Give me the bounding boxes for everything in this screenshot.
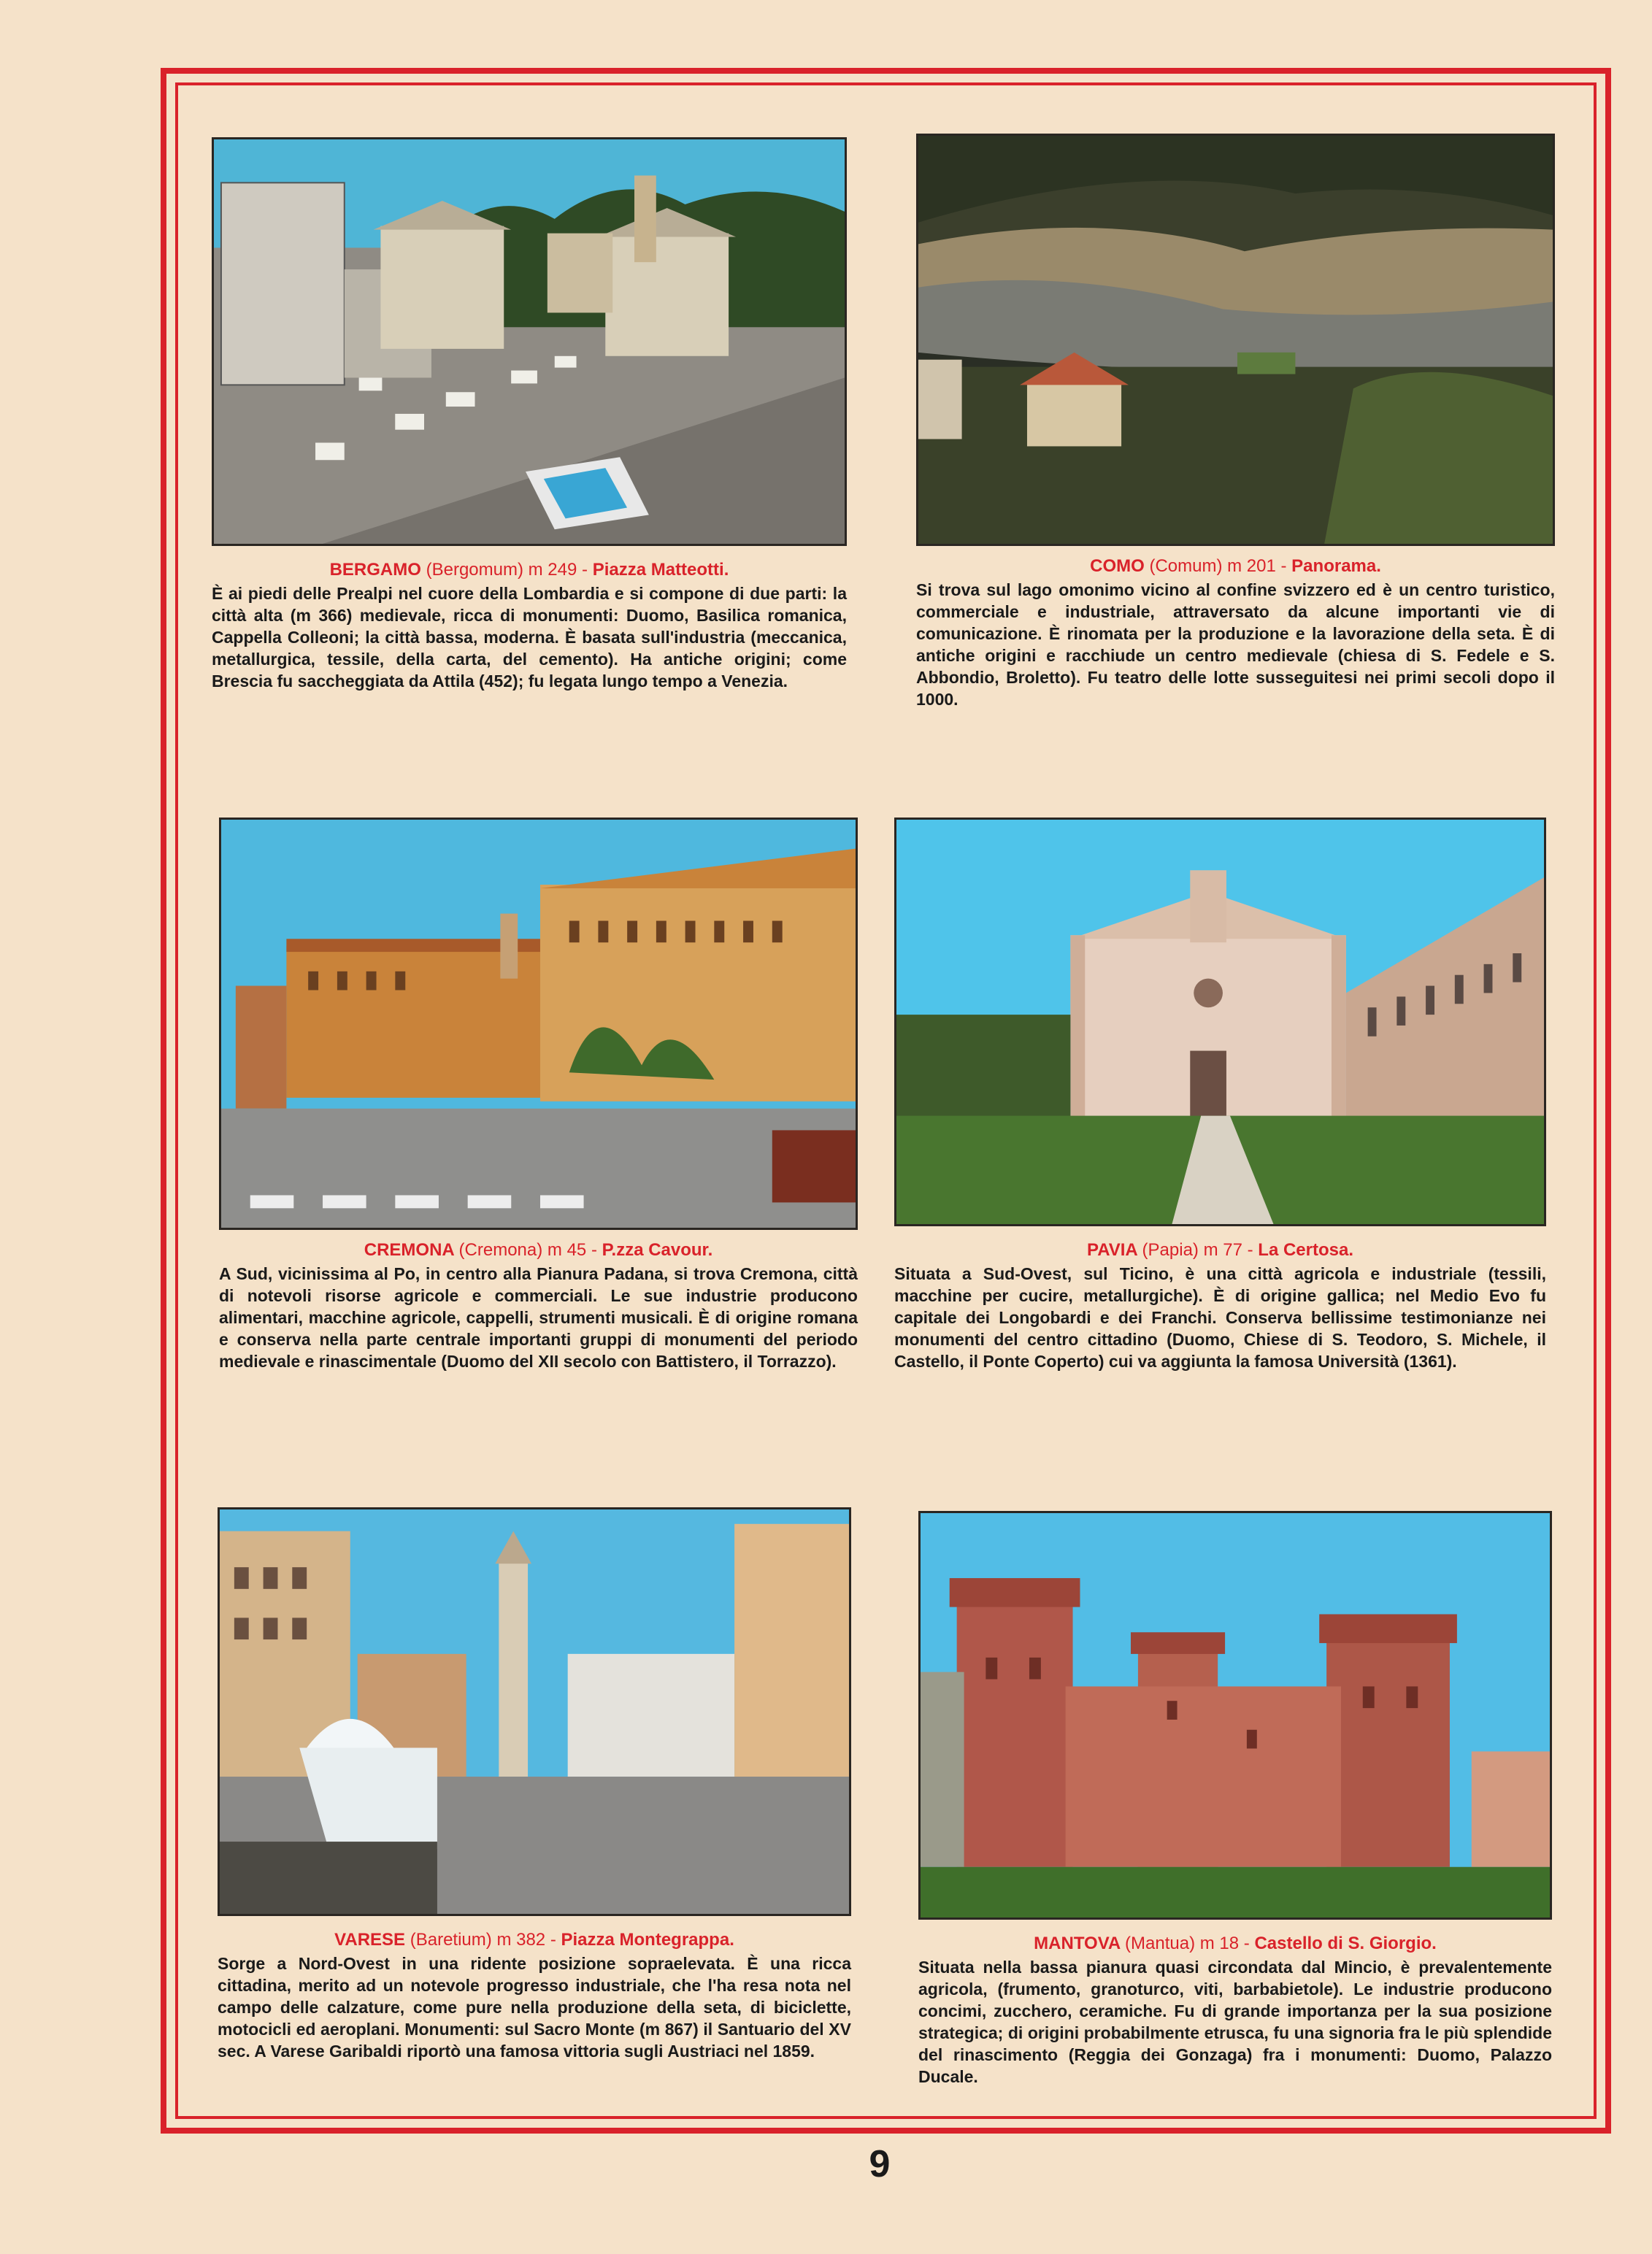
latin-name: (Baretium) [410,1930,492,1950]
altitude: m 382 [496,1930,546,1950]
photo-subject: La Certosa. [1258,1240,1354,1260]
city-name: CREMONA [364,1240,454,1260]
card-mantova [918,1511,1552,2117]
city-name: COMO [1090,556,1145,576]
description-text: Situata a Sud-Ovest, sul Ticino, è una città agricola e industriale (tessili, macchine per cucire, metallurgiche). È di origine gallica; nel Medio Evo fu capitale dei Longobardi e dei Franchi. Conserva bellissime testimonianze nei monumenti del centro cittadino (Duomo, Chiese di S. Teodoro, S. Michele, il Castello, il Ponte Coperto) cui va aggiunta la famosa Università (1361). [894,1264,1546,1371]
photo-subject: Castello di S. Giorgio. [1254,1934,1437,1953]
latin-name: (Comum) [1149,556,1223,576]
description-text: A Sud, vicinissima al Po, in centro alla Pianura Padana, si trova Cremona, città di notevoli risorse agricole e commerciali. Le sue industrie producono alimentari, macchine agricole, cappelli, strumenti musicali. È di origine romana e conserva nella parte centrale importanti gruppi di monumenti del periodo medievale e rinascimentale (Duomo del XII secolo con Battistero, il Torrazzo). [219,1264,858,1371]
photo-pavia-certosa [894,818,1546,1226]
city-name: VARESE [334,1930,406,1950]
photo-subject: Panorama. [1291,556,1381,576]
card-varese [218,1507,851,2113]
photo-subject: Piazza Matteotti. [592,560,729,580]
photo-como-panorama [916,134,1555,546]
latin-name: (Cremona) [458,1240,543,1260]
latin-name: (Mantua) [1125,1934,1196,1953]
caption-cremona [219,1239,858,1372]
caption-varese [218,1929,851,2062]
page-number: 9 [869,2143,891,2185]
caption-heading: BERGAMO (Bergomum) m 249 - Piazza Matteotti. [329,560,729,580]
altitude: m 18 [1199,1934,1240,1953]
city-name: BERGAMO [329,560,421,580]
description-text: Situata nella bassa pianura quasi circondata dal Mincio, è prevalentemente agricola, (frumento, granoturco, viti, barbabietole). Le industrie producono concimi, zucchero, ceramiche. Fu di grande importanza per la sua posizione strategica; di origini probabilmente etrusca, fu una signoria fra le più splendide del rinascimento (Reggia dei Gonzaga) fra i monumenti: Duomo, Palazzo Ducale. [918,1958,1552,2086]
card-cremona [219,818,858,1423]
caption-heading: MANTOVA (Mantua) m 18 - Castello di S. Giorgio. [1034,1934,1437,1953]
caption-heading: CREMONA (Cremona) m 45 - P.zza Cavour. [364,1240,713,1260]
description-text: Sorge a Nord-Ovest in una ridente posizione sopraelevata. È una ricca cittadina, merito ad un notevole progresso industriale, che l'ha resa nota nel campo delle calzature, come pure nella produzione della seta, di biciclette, motocicli ed aeroplani. Monumenti: sul Sacro Monte (m 867) il Santuario del XV sec. A Varese Garibaldi riportò una famosa vittoria sugli Austriaci nel 1859. [218,1954,851,2061]
caption-bergamo [212,559,847,692]
photo-subject: Piazza Montegrappa. [561,1930,734,1950]
city-name: PAVIA [1086,1240,1137,1260]
caption-como [916,555,1555,710]
photo-bergamo-piazza [212,137,847,546]
caption-pavia [894,1239,1546,1372]
caption-mantova [918,1933,1552,2088]
photo-varese-piazza [218,1507,851,1916]
description-text: Si trova sul lago omonimo vicino al confine svizzero ed è un centro turistico, commerciale e industriale, attraversato da alcune importanti vie di comunicazione. È rinomata per la produzione e la lavorazione della seta. È di antiche origini e racchiude un centro medievale (chiesa di S. Fedele e S. Abbondio, Broletto). Fu teatro delle lotte susseguitesi nei primi secoli dopo il 1000. [916,580,1555,709]
altitude: m 77 [1203,1240,1242,1260]
caption-heading: PAVIA (Papia) m 77 - La Certosa. [1086,1240,1354,1260]
city-name: MANTOVA [1034,1934,1121,1953]
caption-heading: COMO (Comum) m 201 - Panorama. [1090,556,1381,576]
latin-name: (Papia) [1142,1240,1199,1260]
altitude: m 201 [1227,556,1276,576]
card-pavia [894,818,1546,1423]
altitude: m 45 [547,1240,587,1260]
caption-heading: VARESE (Baretium) m 382 - Piazza Montegrappa. [334,1930,734,1950]
description-text: È ai piedi delle Prealpi nel cuore della Lombardia e si compone di due parti: la città alta (m 366) medievale, ricca di monumenti: Duomo, Basilica romanica, Cappella Colleoni; la città bassa, moderna. È basata sull'industria (meccanica, metallurgica, tessile, della carta, del cemento). Ha antiche origini; come Brescia fu saccheggiata da Attila (452); fu legata lungo tempo a Venezia. [212,584,847,691]
card-bergamo [212,137,847,743]
photo-subject: P.zza Cavour. [602,1240,713,1260]
latin-name: (Bergomum) [426,560,523,580]
card-como [916,134,1555,743]
altitude: m 249 [528,560,577,580]
photo-mantova-castello [918,1511,1552,1920]
photo-cremona-piazza [219,818,858,1230]
